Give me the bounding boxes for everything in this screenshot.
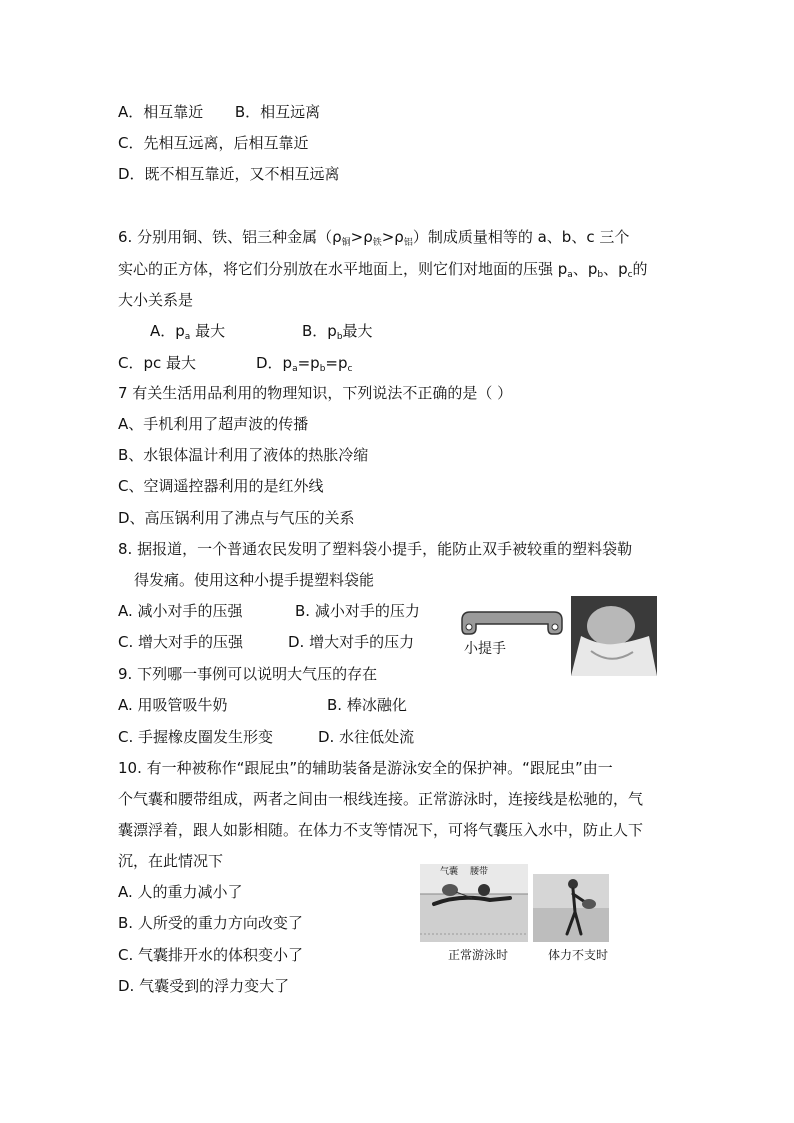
q8-option-c: C. 增大对手的压强 <box>118 633 244 651</box>
q8-handle-figure <box>456 602 568 662</box>
q5-option-b: B．相互远离 <box>234 103 321 121</box>
exhausted-illustration <box>533 874 609 942</box>
q5-options-row1 <box>118 102 320 122</box>
q8-stem-line2: 得发痛。使用这种小提手提塑料袋能 <box>134 571 375 589</box>
q7-option-b: B、水银体温计利用了液体的热胀冷缩 <box>118 446 369 464</box>
q6-stem-line1: 6. 分别用铜、铁、铝三种金属$(\rho_铜>\rho_铁>\rho_铝)$制成质量相等的 a、b、c 三个 <box>118 228 630 248</box>
hand-bag-illustration <box>571 596 657 676</box>
q6-stem-line2: 实心的正方体，将它们分别放在水平地面上，则它们对地面的压强 $p_a$、$p_b$、$p_c$的 <box>118 260 648 280</box>
q7-option-c: C、空调遥控器利用的是红外线 <box>118 477 324 495</box>
q6-stem-line3: 大小关系是 <box>118 291 194 309</box>
handle-hole-right <box>552 624 558 630</box>
normal-swimming-figure <box>420 864 528 942</box>
q9-option-b: B. 棒冰融化 <box>327 696 407 714</box>
q10-option-b: B. 人所受的重力方向改变了 <box>118 914 303 932</box>
handle-shape <box>462 612 562 634</box>
q9-stem: 9. 下列哪一事例可以说明大气压的存在 <box>118 665 378 683</box>
hand-bag-photo <box>571 596 657 676</box>
exhausted-figure <box>533 874 609 942</box>
q5-option-a: A．相互靠近 <box>118 103 204 121</box>
q8-option-d: D. 增大对手的压力 <box>288 633 415 651</box>
handle-label: 小提手 <box>464 641 506 657</box>
q10-option-d: D. 气囊受到的浮力变大了 <box>118 977 290 995</box>
q6-option-b: B．$p_b$最大 <box>302 322 373 342</box>
q8-option-b: B. 减小对手的压力 <box>295 602 420 620</box>
q10-stem-line2: 个气囊和腰带组成，两者之间由一根线连接。正常游泳时，连接线是松驰的，气 <box>118 790 644 808</box>
q7-option-a: A、手机利用了超声波的传播 <box>118 415 309 433</box>
q10-stem-line3: 囊漂浮着，跟人如影相随。在体力不支等情况下，可将气囊压入水中，防止人下 <box>118 821 644 839</box>
q10-stem-line4: 沉，在此情况下 <box>118 852 224 870</box>
q8-option-a: A. 减小对手的压强 <box>118 602 243 620</box>
normal-swimming-caption: 正常游泳时 <box>448 948 509 962</box>
q5-option-c: C．先相互远离，后相互靠近 <box>118 134 309 152</box>
q7-stem: 7 有关生活用品利用的物理知识，下列说法不正确的是（ ） <box>118 384 513 402</box>
q5-option-d: D．既不相互靠近，又不相互远离 <box>118 165 340 183</box>
q9-option-a: A. 用吸管吸牛奶 <box>118 696 228 714</box>
q6-option-d: D．$p_a=p_b=p_c$ <box>256 354 353 374</box>
q9-option-c: C. 手握橡皮圈发生形变 <box>118 728 274 746</box>
handle-hole-left <box>466 624 472 630</box>
airbag-label: 气囊 <box>440 867 459 877</box>
q6-option-c: C．pc 最大 <box>118 354 197 372</box>
q10-option-a: A. 人的重力减小了 <box>118 883 243 901</box>
exhausted-caption: 体力不支时 <box>548 948 609 962</box>
airbag-shape <box>442 884 458 896</box>
q7-option-d: D、高压锅利用了沸点与气压的关系 <box>118 509 355 527</box>
q8-stem-line1: 8. 据报道，一个普通农民发明了塑料袋小提手，能防止双手被较重的塑料袋勒 <box>118 540 633 558</box>
q6-option-a: A．$p_a$ 最大 <box>150 322 226 342</box>
q10-option-c: C. 气囊排开水的体积变小了 <box>118 946 304 964</box>
q10-stem-line1: 10. 有一种被称作“跟屁虫”的辅助装备是游泳安全的保护神。“跟屁虫”由一 <box>118 759 613 777</box>
belt-label: 腰带 <box>470 867 489 877</box>
q9-option-d: D. 水往低处流 <box>318 728 415 746</box>
